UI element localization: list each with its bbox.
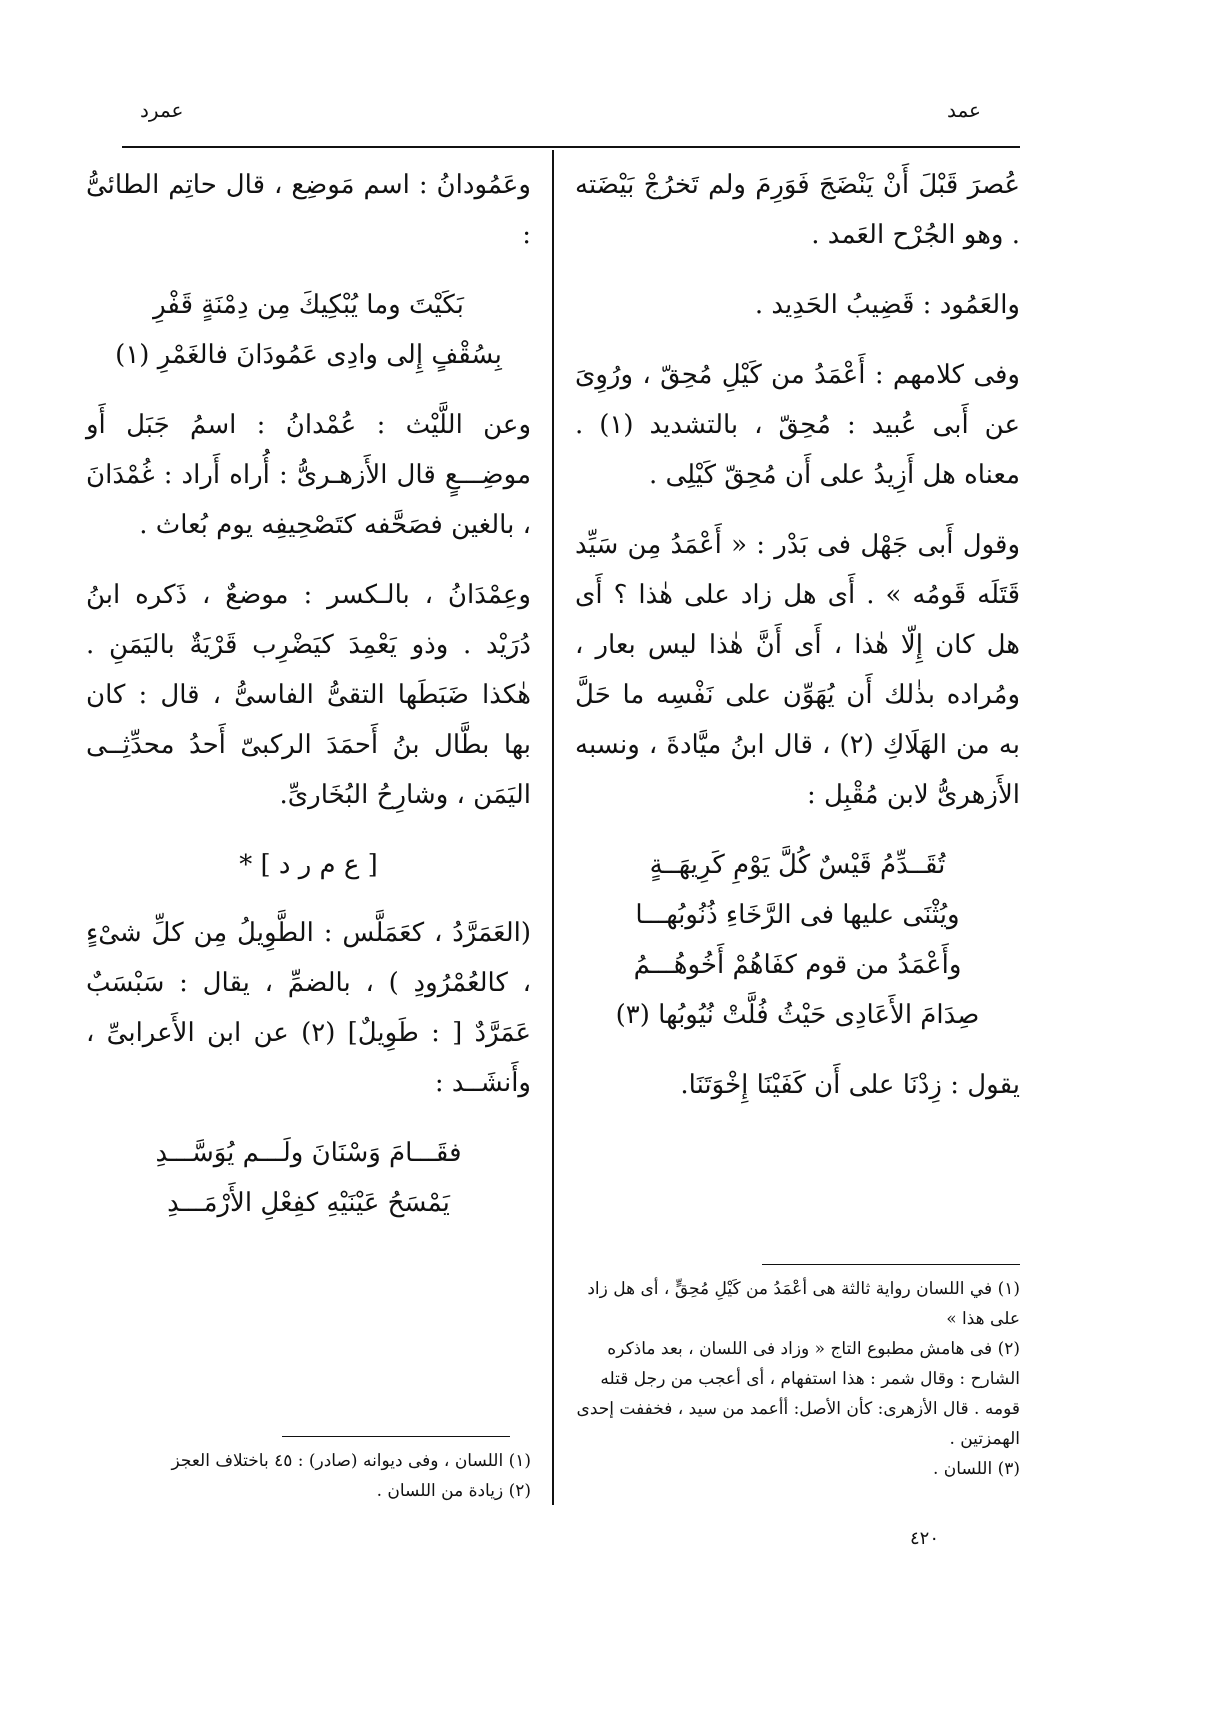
page-number: ٤٢٠ bbox=[910, 1528, 940, 1549]
paragraph: (العَمَرَّدُ ، كعَمَلَّس : الطَّوِيلُ مِن كلِّ شىْءٍ ، كالعُمْرُودِ ) ، بالضمِّ ، يقال : سَبْسَبٌ عَمَرَّدٌ [ : طَوِيلٌ] (٢) عن ابن الأَعرابىِّ ، وأَنشَــد : bbox=[86, 918, 531, 1098]
right-column bbox=[575, 160, 1020, 1130]
verse-line: تُقَــدِّمُ قَيْسٌ كُلَّ يَوْمِ كَرِيهَــةٍ bbox=[649, 850, 946, 880]
paragraph: والعَمُود : قَضِيبُ الحَدِيد . bbox=[754, 290, 1020, 320]
paragraph: وعَمُودانُ : اسم مَوضِع ، قال حاتِم الطائىُّ : bbox=[86, 170, 531, 250]
footnotes-left bbox=[86, 1446, 531, 1506]
footnote-rule bbox=[762, 1264, 1020, 1265]
verse-line: وأَعْمَدُ من قوم كفَاهُمْ أَخُوهُـــمُ bbox=[633, 950, 962, 980]
footnote: (٣) اللسان . bbox=[933, 1459, 1020, 1479]
poem bbox=[575, 840, 1020, 1040]
entry-heading: [ ع م ر د ] * bbox=[239, 850, 378, 880]
footnote: (١) اللسان ، وفى ديوانه (صادر) : ٤٥ باختلاف العجز bbox=[171, 1451, 531, 1471]
paragraph: عُصرَ قَبْلَ أَنْ يَنْضَجَ فَوَرِمَ ولم تَخرُجْ بَيْضَته . وهو الجُرْح العَمد . bbox=[575, 170, 1020, 250]
footnote: (٢) زيادة من اللسان . bbox=[376, 1481, 531, 1501]
verse-line: بِسُقْفٍ إِلى وادِى عَمُودَانَ فالغَمْرِ (١) bbox=[115, 340, 502, 370]
header-rule bbox=[122, 146, 1020, 148]
verse-line: صِدَامَ الأَعَادِى حَيْثُ فُلَّتْ نُيُوبُها (٣) bbox=[615, 1000, 980, 1030]
paragraph: يقول : زِدْنَا على أَن كَفَيْنَا إِخْوَتَنَا. bbox=[680, 1070, 1020, 1100]
footnote-rule bbox=[282, 1436, 510, 1437]
paragraph: وعِمْدَانُ ، بالـكسر : موضعٌ ، ذَكره ابنُ دُرَيْد . وذو يَعْمِدَ كيَضْرِب قَرْيَةٌ باليَمَنِ . هٰكذا ضَبَطَها التقىُّ الفاسىُّ ، قال : كان بها بطَّال بنُ أَحمَدَ الركبىّ أَحدُ محدِّثِــى اليَمَن ، وشارِحُ البُخَارىِّ. bbox=[86, 580, 531, 810]
verse-line: بَكَيْتَ وما يُبْكِيكَ مِن دِمْنَةٍ قَفْرِ bbox=[153, 290, 464, 320]
left-column bbox=[86, 160, 531, 1248]
verse-line: فقَـــامَ وَسْنَانَ ولَـــم يُوَسَّـــدِ bbox=[155, 1138, 462, 1168]
running-header-right: عمد bbox=[947, 98, 981, 122]
paragraph: وعن اللَّيْث : عُمْدانُ : اسمُ جَبَل أَو موضِـــعٍ قال الأَزهـرىُّ : أُراه أَراد : غُمْدَانَ ، بالغين فصَحَّفه كتَصْحِيفِه يوم بُعاث . bbox=[86, 410, 531, 540]
running-header-left: عمرد bbox=[140, 98, 184, 122]
verse-line: ويُثْنَى عليها فى الرَّخَاءِ ذُنُوبُهـــا bbox=[635, 900, 960, 930]
poem bbox=[86, 280, 531, 380]
paragraph: وفى كلامهم : أَعْمَدُ من كَيْلِ مُحِقّ ، ورُوِىَ عن أَبى عُبيد : مُحِقّ ، بالتشديد (١) . معناه هل أَزِيدُ على أَن مُحِقّ كَيْلِى . bbox=[575, 360, 1020, 490]
footnotes-right bbox=[575, 1274, 1020, 1484]
footnote: (١) في اللسان رواية ثالثة هى أعْمَدُ من كَيْلِ مُحِقٍّ ، أى هل زاد على هذا » bbox=[587, 1279, 1020, 1329]
paragraph: وقول أَبى جَهْل فى بَدْر : « أَعْمَدُ مِن سَيِّد قَتَلَه قَومُه » . أَى هل زاد على هٰذا ؟ أَى هل كان إِلّا هٰذا ، أَى أَنَّ هٰذا ليس بعار ، ومُراده بذٰلك أَن يُهَوِّن على نَفْسِه ما حَلَّ به من الهَلَاكِ (٢) ، قال ابنُ ميَّادةَ ، ونسبه الأَزهرىُّ لابن مُقْبِل : bbox=[575, 530, 1020, 810]
footnote: (٢) فى هامش مطبوع التاج « وزاد فى اللسان ، بعد ماذكره الشارح : وقال شمر : هذا استفهام ، أى أعجب من رجل قتله قومه . قال الأزهرى: كأن الأصل: أأعمد من سيد ، فخففت إحدى الهمزتين . bbox=[576, 1339, 1020, 1449]
verse-line: يَمْسَحُ عَيْنَيْهِ كفِعْلِ الأَرْمَـــدِ bbox=[167, 1188, 450, 1218]
poem bbox=[86, 1128, 531, 1228]
column-divider bbox=[552, 150, 554, 1505]
